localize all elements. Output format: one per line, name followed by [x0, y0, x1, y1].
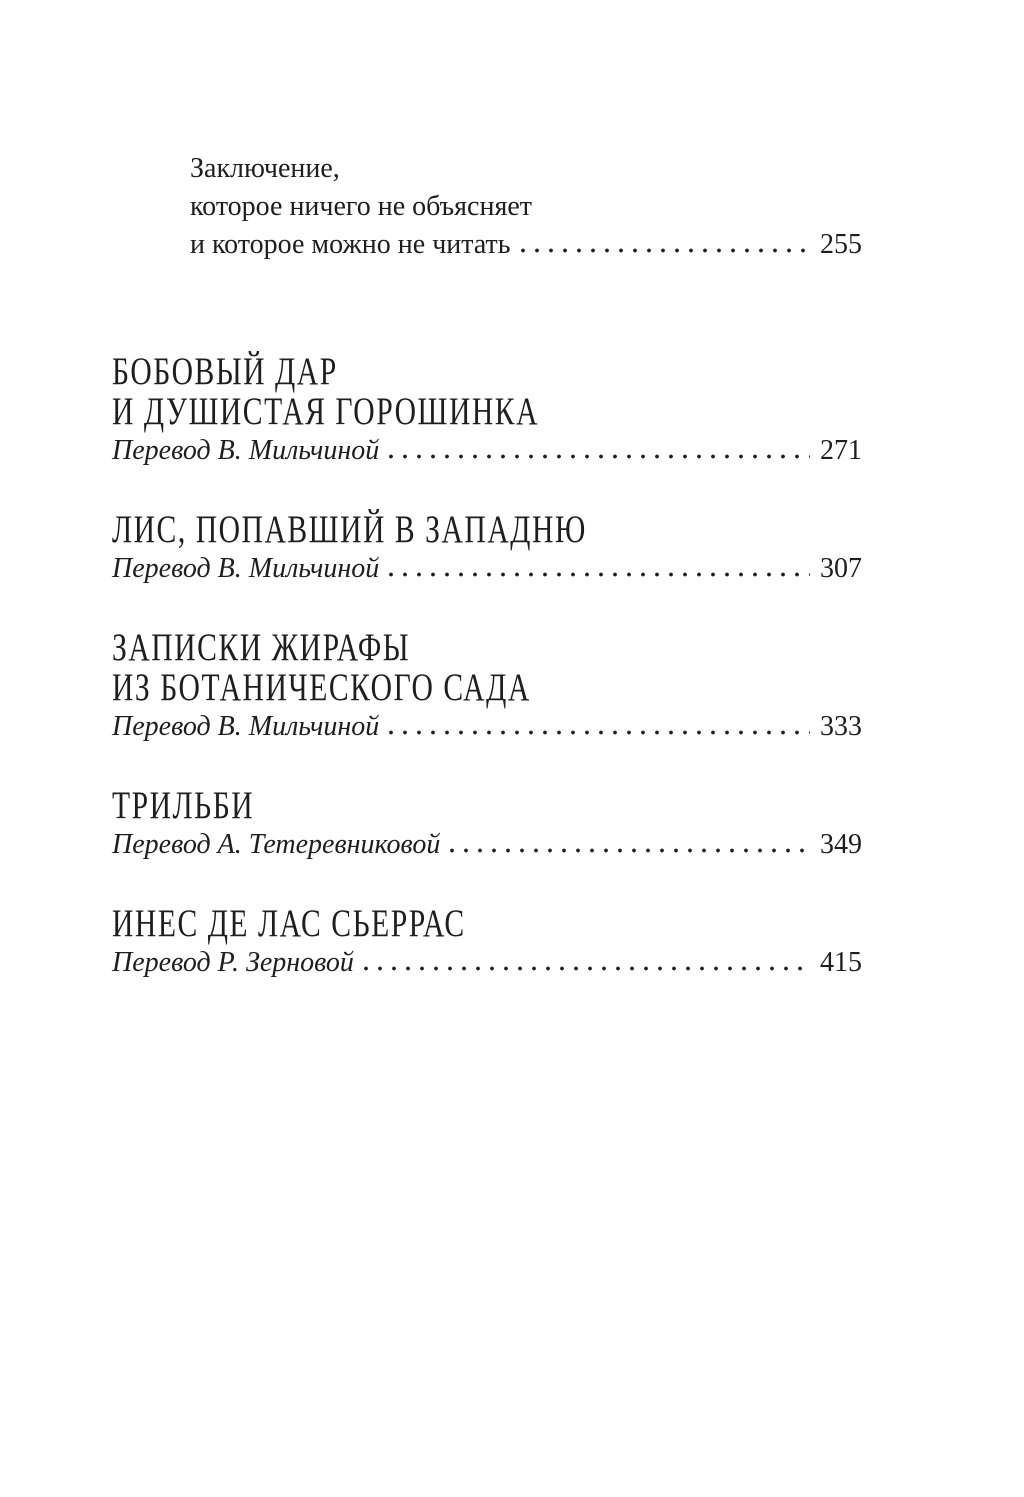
toc-entry [112, 352, 862, 470]
translator-line [112, 708, 862, 746]
entry-title: БОБОВЫЙ ДАР [112, 350, 338, 393]
page-number: 271 [820, 435, 862, 466]
translator-line [112, 826, 862, 864]
toc-line-text: и которое можно не читать [190, 229, 511, 260]
page-number: 255 [820, 229, 862, 260]
toc-entry-conclusion [190, 150, 862, 264]
translator-line [112, 550, 862, 588]
entry-title-line [112, 510, 862, 550]
page-number: 415 [820, 947, 862, 978]
page-number: 349 [820, 829, 862, 860]
entry-title: ЗАПИСКИ ЖИРАФЫ [112, 626, 411, 669]
toc-entry [112, 510, 862, 588]
entry-title-line [112, 392, 862, 432]
translator-line [112, 432, 862, 470]
toc-line: которое ничего не объясняет [190, 191, 532, 222]
translator-line [112, 944, 862, 982]
entry-title: ЛИС, ПОПАВШИЙ В ЗАПАДНЮ [112, 508, 587, 551]
entry-title: ИНЕС ДЕ ЛАС СЬЕРРАС [112, 902, 466, 945]
entry-title-line [112, 352, 862, 392]
entry-title-line [112, 786, 862, 826]
entry-title-line [112, 628, 862, 668]
toc-entry [112, 786, 862, 864]
translator-credit: Перевод В. Мильчиной [112, 711, 380, 742]
toc-line: Заключение, [190, 153, 340, 184]
translator-credit: Перевод А. Тетеревниковой [112, 829, 441, 860]
entry-title-line [112, 668, 862, 708]
toc-entry [112, 628, 862, 746]
page-number: 307 [820, 553, 862, 584]
entry-title-line [112, 904, 862, 944]
toc-line [190, 226, 862, 264]
toc-entry [112, 904, 862, 982]
page-number: 333 [820, 711, 862, 742]
translator-credit: Перевод В. Мильчиной [112, 553, 380, 584]
translator-credit: Перевод В. Мильчиной [112, 435, 380, 466]
translator-credit: Перевод Р. Зерновой [112, 947, 354, 978]
entry-title: И ДУШИСТАЯ ГОРОШИНКА [112, 390, 540, 433]
entry-title: ИЗ БОТАНИЧЕСКОГО САДА [112, 666, 531, 709]
entry-title: ТРИЛЬБИ [112, 784, 255, 827]
